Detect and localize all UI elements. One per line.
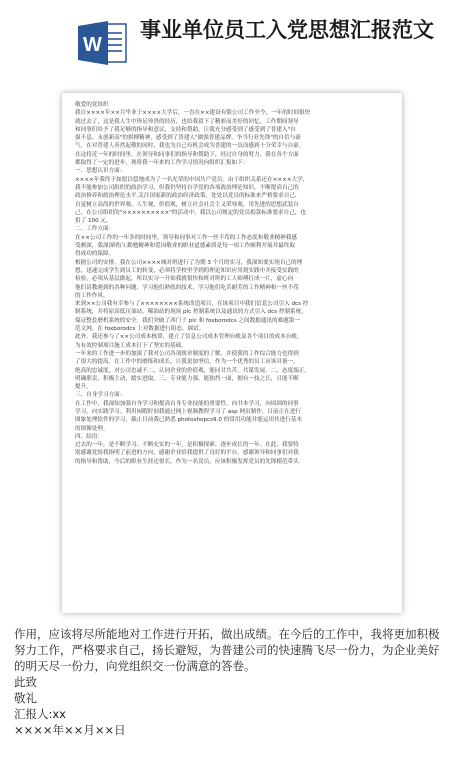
- page-text-line: 学习，向实践学习。利用闲暇时间我通过网上视频教程学习了 asp 网页制作，目前正在进行: [75, 408, 302, 415]
- page-text-line: 保证整套磨机系统的安全。我们突破了西门子 plc 和 foxborodcs 之间数据通讯的难题第一: [75, 317, 300, 324]
- closing-salutation-1: 此致: [14, 675, 37, 689]
- page-text-line: 想，迅速完成学生到员工的转变，必须将学校里学到的理论知识应用到实践中并接受实践的: [75, 267, 299, 274]
- page-text-line: 制系统，并将原高低压油站，稀油站的现场 plc 控制系统以及通讯的方式引入 dcs 控制系统，: [75, 309, 307, 316]
- page-text-line: 受颇深，我深深明白.勤勉精神和爱岗敬业的职业道德素质是每一项工作顺利开展并最终取: [75, 243, 295, 250]
- page-text-line: 范文网。在 foxborodcs 上对数据进行组态、调试。: [75, 326, 205, 333]
- page-text-line: 都取得了一定的进步，现将我一年来的工作学习情况向组织汇报如下：: [75, 160, 249, 167]
- closing-paragraph: 作用，应该将尽所能地对工作进行开拓，做出成绩。在今后的工作中，我将更加积极努力工作，严格要求自己，扬长避短，为普建公司的快速腾飞尽一份力，为企业美好的明天尽一份力，向党组织交一份满意的答卷。: [14, 627, 440, 673]
- page-text-line: 的工作作风。: [75, 292, 109, 299]
- page-text-line: 在这将近一年的时间里，在领导和同事们的指导和帮助下，经过自身的努力，我在各个方面: [75, 151, 299, 158]
- page-text-line: 我不能参加公司组织的政治学习，但我仍坚持自学党的各项政治理论知识，不断提高自己的: [75, 184, 299, 191]
- page-text-line: 敬爱的党组织: [75, 102, 109, 108]
- page-text-line: 的指导和帮助，今后的职业生涯还很长，作为一名党员，应该积极发挥党员的先锋模范带头: [75, 458, 299, 465]
- page-text-line: 得成功的保障。: [75, 251, 115, 258]
- page-text-line: 和同事们给予了我足够的指导和意议，支持和帮助，让我充分感受到了感受到了普建入"自: [75, 126, 296, 133]
- page-text-line: 三、自身学习方面：: [75, 392, 126, 399]
- page-text-line: 过去的一年，是不断学习、不断充实的一年，是积极探索、逐步成长的一年。在此，我要特: [75, 442, 299, 449]
- page-text-line: 我自××××年××月毕业于××××大学后，一直在××建设有限公司工作至今，一年的时间很快: [75, 110, 311, 117]
- document-header: [0, 0, 450, 88]
- page-text-line: 捐了 100 元。: [75, 218, 112, 225]
- page-text-line: 绝高的忠诚度，对公司忠诚不二，认同企业的价值观，能同甘共苦，共谋发展。二、态度端正，: [75, 367, 310, 374]
- document-page-preview: [62, 93, 402, 613]
- page-text-line: 此外，我还参与了××公司成本核算，建立了信息公司成本管理台帐及各个项目的成本台帐，: [75, 334, 303, 341]
- page-text-line: 检验，必须从基层做起。所以实习一开始我就很快和班对班的工人师傅打成一片，虚心向: [75, 276, 294, 283]
- page-text-line: 为有效控制项目施工成本打下了坚实的基础。: [75, 342, 187, 349]
- page-text-line: 己。在公司组织的"××××××××××"的活动中，我以公司规定的党员捐款标准要求自己，也: [75, 209, 307, 216]
- page-text-line: 来到××公司我有幸参与了××××××××系统改造项目，在该项目中我们信息公司引入 dcs 控: [75, 301, 309, 308]
- page-text-line: 在工作中，我深知加强自身学习和提高自身专业技能的重要性。向书本学习，向周围的同事: [75, 400, 299, 407]
- page-text-line: 就过去了，这是我人生中珍足珍贵的经历，也给我留下了精彩而美好的回忆。工作期间领导: [75, 118, 299, 125]
- document-text-continuation: [14, 626, 440, 738]
- page-text-line: 别感谢党组我指明了前进的方向，感谢企业给我提供了良好的平台，感谢领导和同事们对我: [75, 450, 299, 457]
- page-text-line: 一年来的工作进一步的加深了我对公司各项规章制度的了解，并使我的工作综合能力也得到: [75, 350, 299, 357]
- report-date: ××××年××月××日: [14, 723, 126, 737]
- page-text-line: 气。在对普建人善然起敬的同时，我也为自己有机会成为普建的一员而感到十分荣幸与自豪。: [75, 143, 305, 150]
- page-text-line: 强不息、永创新高"的拼搏精神，感受到了普建人"做强普建品牌，争当行业先锋"的自信与豪: [75, 135, 301, 142]
- page-text-line: 四、结语：: [75, 433, 103, 440]
- page-text-line: ××××年我终于如愿以偿地成为了一名光荣的中国共产党员。由于组织关系还在××××大学，: [75, 176, 309, 183]
- page-text-line: 图象处理软件的学习，截止目前我已熟悉 photoshopcs9.0 的常用功能并能运用其进行基本: [75, 417, 303, 424]
- page-text-line: 明确职责，积极主动，踏实进取。三、专业能力强，能独挡一面，拥有一技之长，且能不断: [75, 375, 299, 382]
- page-text-line: 政治修养和政治理论水平.关注国家新的政治经济政策，处处以党员的标准来严格要求自己，: [75, 193, 301, 200]
- page-text-line: 了很大的提高，在工作中的磨练和成长，让我更加坚信，作为一个优秀的员工应该具备一，: [75, 359, 299, 366]
- page-text-line: 二、工作方面：: [75, 226, 115, 233]
- document-title: 事业单位员工入党思想汇报范文: [140, 18, 434, 42]
- page-text-line: 根据公司的安排，我在公司××××城对班进行了为期 3 个月的实习，我深知要实现自己的理: [75, 259, 303, 266]
- page-text-line: 一、思想认识方面：: [75, 168, 126, 175]
- page-text-line: 自觉树立高尚的世界观、人生观、价值观，树立社会社会主义荣辱观，用先进的思想武装自: [75, 201, 299, 208]
- word-document-icon: [78, 20, 128, 66]
- reporter-signature: 汇报人:xx: [14, 707, 66, 721]
- page-text-line: 他们请教遇到的各种问题，学习他们熟练的技术，学习他们吃苦耐劳的工作精神和一丝不苟: [75, 284, 299, 291]
- page-text-line: 提升。: [75, 384, 92, 391]
- closing-salutation-2: 敬礼: [14, 691, 37, 705]
- page-text-line: 在××公司工作的一年多的时间里，领导和同事对工作一丝不苟的工作态度和敬业精神我感: [75, 234, 297, 241]
- word-icon-letter: W: [83, 34, 102, 56]
- page-text-line: 的图像处理。: [75, 425, 109, 432]
